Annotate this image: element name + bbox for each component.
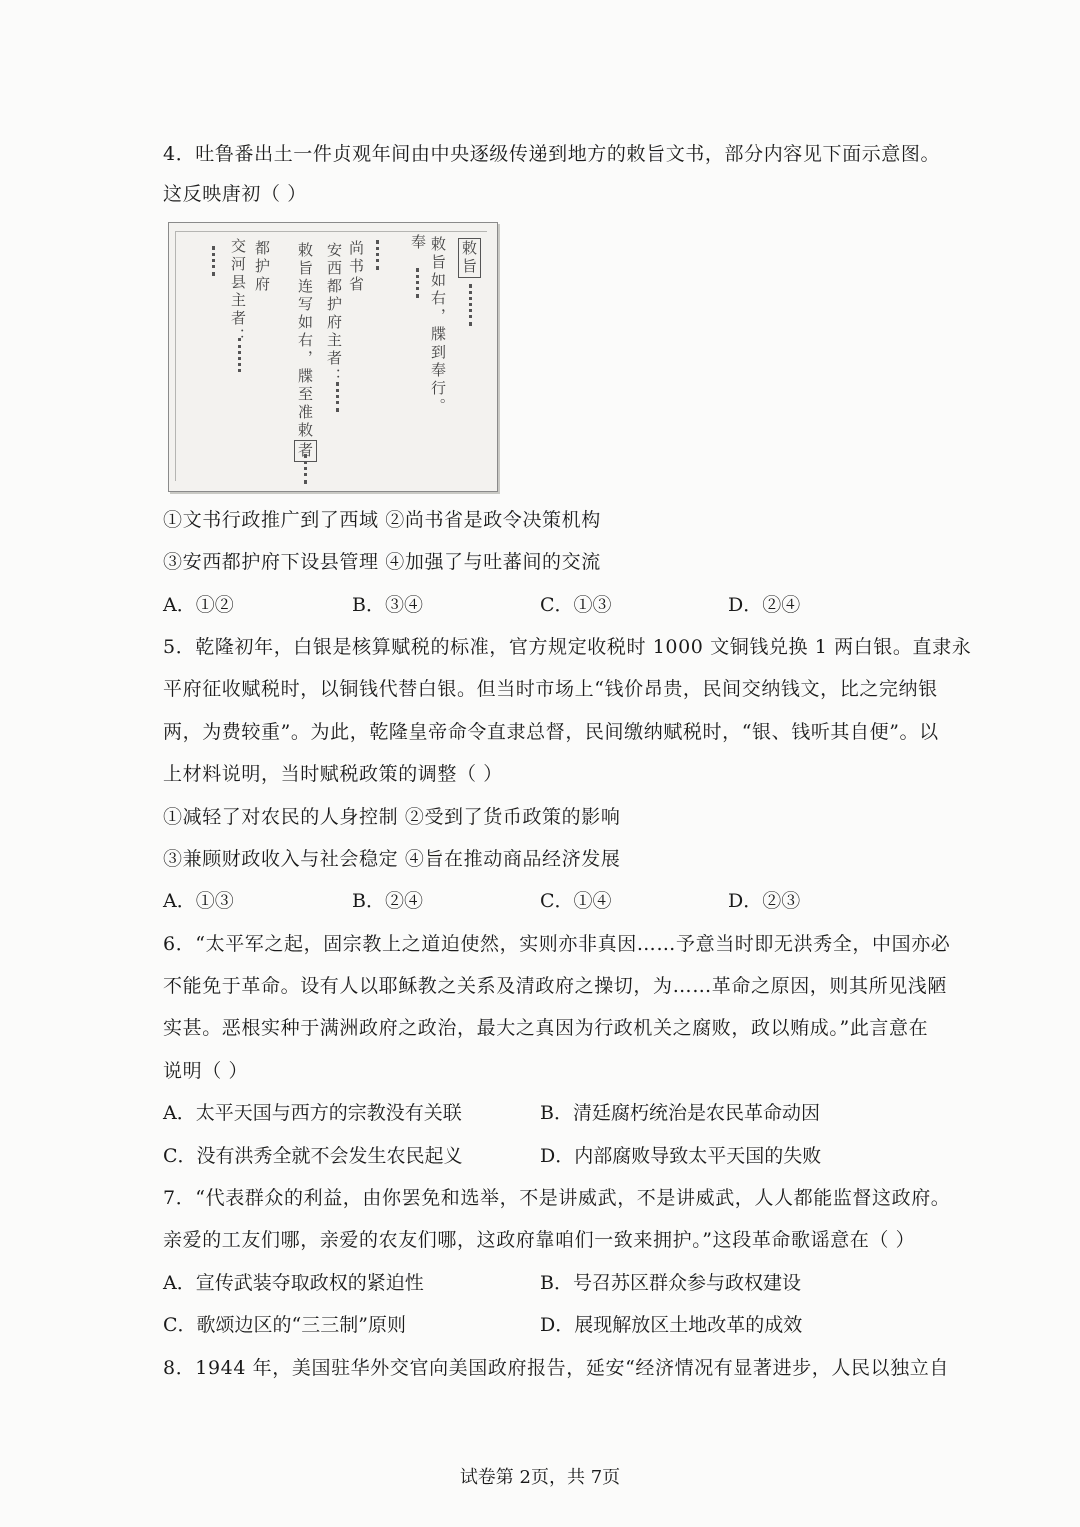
q7-option-c[interactable]: C．歌颂边区的“三三制”原则 <box>163 1314 406 1336</box>
q4-statements-line1: ①文书行政推广到了西域 ②尚书省是政令决策机构 <box>163 509 601 531</box>
q6-option-a[interactable]: A．太平天国与西方的宗教没有关联 <box>163 1102 462 1124</box>
q5-stem-line2: 平府征收赋税时，以铜钱代替白银。但当时市场上“钱价昂贵，民间交纳钱文，比之完纳银 <box>163 678 938 700</box>
q4-option-c[interactable]: C．①③ <box>540 594 612 616</box>
q7-option-a[interactable]: A．宣传武装夺取政权的紧迫性 <box>163 1272 424 1294</box>
figure-ellipsis <box>304 454 310 484</box>
figure-col-duhufu: 都护府 <box>253 240 271 294</box>
figure-ellipsis <box>212 246 218 276</box>
q6-option-c[interactable]: C．没有洪秀全就不会发生农民起义 <box>163 1145 463 1167</box>
q6-option-d[interactable]: D．内部腐败导致太平天国的失败 <box>540 1145 822 1167</box>
q5-statements-line1: ①减轻了对农民的人身控制 ②受到了货币政策的影响 <box>163 806 621 828</box>
q5-stem-line3: 两，为费较重”。为此，乾隆皇帝命令直隶总督，民间缴纳赋税时，“银、钱听其自便”。以 <box>163 721 939 743</box>
q4-stem-line1: 4．吐鲁番出土一件贞观年间由中央逐级传递到地方的敕旨文书，部分内容见下面示意图。 <box>163 143 941 165</box>
figure-col-edict-title: 敕旨 <box>458 238 481 278</box>
q5-option-a[interactable]: A．①③ <box>163 890 234 912</box>
figure-col-feng: 奉 <box>409 234 427 252</box>
q4-statements-line2: ③安西都护府下设县管理 ④加强了与吐蕃间的交流 <box>163 551 601 573</box>
q7-option-d[interactable]: D．展现解放区土地改革的成效 <box>540 1314 803 1336</box>
q4-stem-line2: 这反映唐初（ ） <box>163 183 307 205</box>
q4-option-b[interactable]: B．③④ <box>352 594 423 616</box>
q5-stem-line1: 5．乾隆初年，白银是核算赋税的标准，官方规定收税时 1000 文铜钱兑换 1 两白银。直隶永 <box>163 636 972 658</box>
q4-option-a[interactable]: A．①② <box>163 594 234 616</box>
figure-ellipsis <box>336 382 342 412</box>
q6-stem-line3: 实甚。恶根实种于满洲政府之政治，最大之真因为行政机关之腐败，政以贿成。”此言意在 <box>163 1017 929 1039</box>
q7-stem-line2: 亲爱的工友们哪，亲爱的农友们哪，这政府靠咱们一致来拥护。”这段革命歌谣意在（ ） <box>163 1229 916 1251</box>
figure-col-jiaohe: 交河县主者： <box>229 238 247 346</box>
figure-col-forward: 敕旨连写如右，牒至准敕者 <box>294 242 317 462</box>
q6-option-b[interactable]: B．清廷腐朽统治是农民革命动因 <box>540 1102 820 1124</box>
q6-stem-line4: 说明（ ） <box>163 1060 249 1082</box>
q6-stem-line2: 不能免于革命。设有人以耶稣教之关系及清政府之操切，为……革命之原因，则其所见浅陋 <box>163 975 948 997</box>
q6-stem-line1: 6．“太平军之起，固宗教上之道迫使然，实则亦非真因……予意当时即无洪秀全，中国亦必 <box>163 933 951 955</box>
q5-option-b[interactable]: B．②④ <box>352 890 423 912</box>
q8-stem-line1: 8．1944 年，美国驻华外交官向美国政府报告，延安“经济情况有显著进步，人民以独立自 <box>163 1357 949 1379</box>
q7-option-b[interactable]: B．号召苏区群众参与政权建设 <box>540 1272 801 1294</box>
q5-stem-line4: 上材料说明，当时赋税政策的调整（ ） <box>163 763 503 785</box>
q5-statements-line2: ③兼顾财政收入与社会稳定 ④旨在推动商品经济发展 <box>163 848 621 870</box>
figure-ellipsis <box>416 268 422 298</box>
q5-option-c[interactable]: C．①④ <box>540 890 612 912</box>
figure-ellipsis <box>469 284 475 326</box>
q7-stem-line1: 7．“代表群众的利益，由你罢免和选举，不是讲威武，不是讲威武，人人都能监督这政府。 <box>163 1187 951 1209</box>
q5-option-d[interactable]: D．②③ <box>728 890 801 912</box>
q4-option-d[interactable]: D．②④ <box>728 594 801 616</box>
figure-col-anxi: 安西都护府主者： <box>325 242 343 386</box>
figure-ellipsis <box>376 240 382 270</box>
figure-col-shangshu: 尚书省 <box>347 240 365 294</box>
page-footer: 试卷第 2页，共 7页 <box>459 1467 621 1488</box>
figure-col-directive: 敕旨如右，牒到奉行。 <box>429 236 447 416</box>
edict-document-figure <box>168 222 498 492</box>
figure-ellipsis <box>238 338 244 372</box>
